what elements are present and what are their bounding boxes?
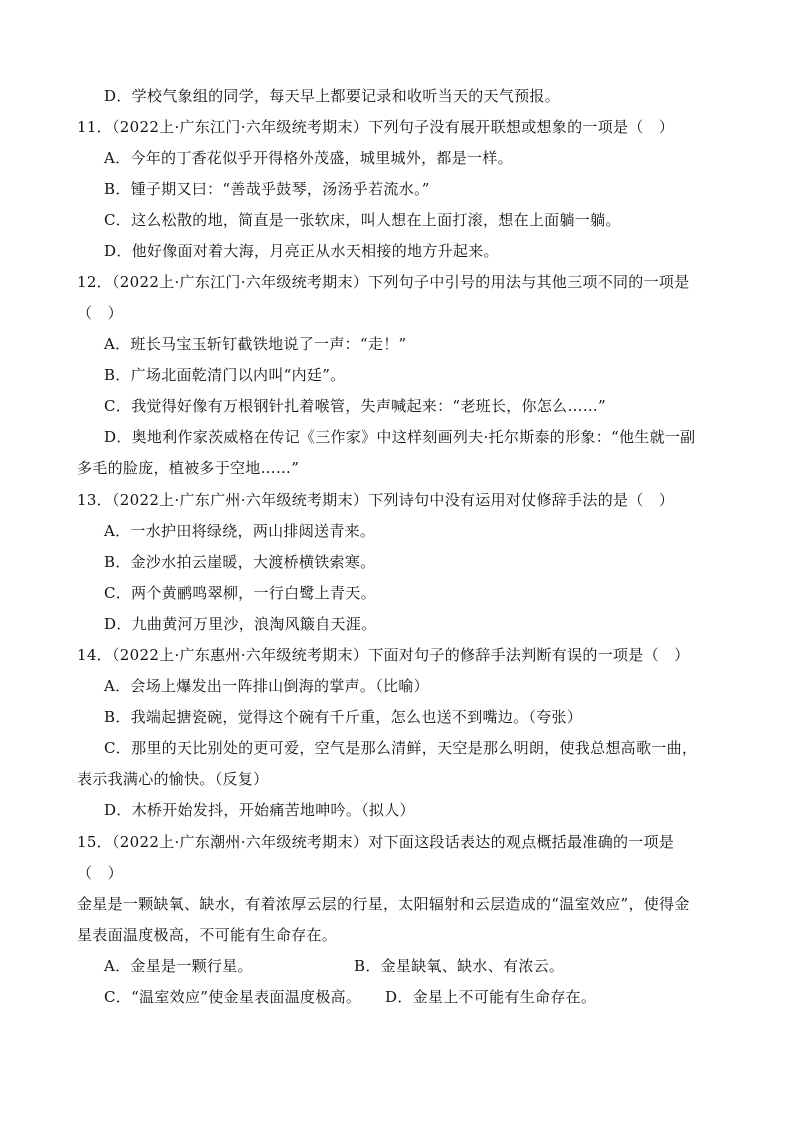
q11-option-a: A．今年的丁香花似乎开得格外茂盛，城里城外，都是一样。: [104, 149, 513, 167]
q15-option-b: B．金星缺氧、缺水、有浓云。: [354, 957, 565, 975]
q12-option-c: C．我觉得好像有万根钢针扎着喉管，失声喊起来：“老班长，你怎么……”: [104, 397, 607, 415]
q15-option-d: D．金星上不可能有生命存在。: [385, 988, 597, 1006]
q11-option-d: D．他好像面对着大海，月亮正从水天相接的地方升起来。: [104, 242, 499, 260]
q14-option-c: C．那里的天比别处的更可爱，空气是那么清鲜，天空是那么明朗，使我总想高歌一曲，: [104, 739, 698, 757]
q14-option-b: B．我端起搪瓷碗，觉得这个碗有千斤重，怎么也送不到嘴边。（夸张）: [104, 708, 583, 726]
q10-option-d: D．学校气象组的同学，每天早上都要记录和收听当天的天气预报。: [104, 87, 561, 105]
q11-stem: 11．（2022上·广东江门·六年级统考期末）下列句子没有展开联想或想象的一项是（ ）: [77, 118, 675, 136]
q12-option-a: A．班长马宝玉斩钉截铁地说了一声：“走！”: [104, 335, 407, 353]
q13-option-c: C．两个黄鹂鸣翠柳，一行白鹭上青天。: [104, 584, 376, 602]
q12-option-d: D．奥地利作家茨威格在传记《三作家》中这样刻画列夫·托尔斯泰的形象：“他生就一副: [104, 428, 696, 446]
q14-stem: 14．（2022上·广东惠州·六年级统考期末）下面对句子的修辞手法判断有误的一项是（ ）: [77, 646, 690, 664]
q15-option-a: A．金星是一颗行星。: [104, 957, 253, 975]
q13-stem: 13．（2022上·广东广州·六年级统考期末）下列诗句中没有运用对仗修辞手法的是（ ）: [77, 491, 675, 509]
q14-option-a: A．会场上爆发出一阵排山倒海的掌声。（比喻）: [104, 677, 429, 695]
q12-option-d-continued: 多毛的脸庞，植被多于空地……”: [77, 459, 300, 477]
q13-option-a: A．一水护田将绿绕，两山排闼送青来。: [104, 522, 376, 540]
q15-passage-line-2: 星表面温度极高，不可能有生命存在。: [77, 926, 338, 944]
q15-stem-bracket: （ ）: [77, 864, 123, 882]
q15-stem: 15．（2022上·广东潮州·六年级统考期末）对下面这段话表达的观点概括最准确的一项是: [77, 833, 675, 851]
q13-option-d: D．九曲黄河万里沙，浪淘风簸自天涯。: [104, 615, 377, 633]
q11-option-b: B．锺子期又曰：“善哉乎鼓琴，汤汤乎若流水。”: [104, 180, 430, 198]
q15-option-c: C．“温室效应”使金星表面温度极高。: [104, 988, 362, 1006]
q12-stem-bracket: （ ）: [77, 304, 123, 322]
q11-option-c: C．这么松散的地，简直是一张软床，叫人想在上面打滚，想在上面躺一躺。: [104, 211, 621, 229]
q13-option-b: B．金沙水拍云崖暖，大渡桥横铁索寒。: [104, 553, 376, 571]
q14-option-c-continued: 表示我满心的愉快。（反复）: [77, 770, 269, 788]
q15-passage-line-1: 金星是一颗缺氧、缺水，有着浓厚云层的行星，太阳辐射和云层造成的“温室效应”，使得金: [77, 895, 690, 913]
q14-option-d: D．木桥开始发抖，开始痛苦地呻吟。（拟人）: [104, 801, 415, 819]
q12-stem: 12．（2022上·广东江门·六年级统考期末）下列句子中引号的用法与其他三项不同的一项是: [77, 273, 690, 291]
q12-option-b: B．广场北面乾清门以内叫“内廷”。: [104, 366, 346, 384]
